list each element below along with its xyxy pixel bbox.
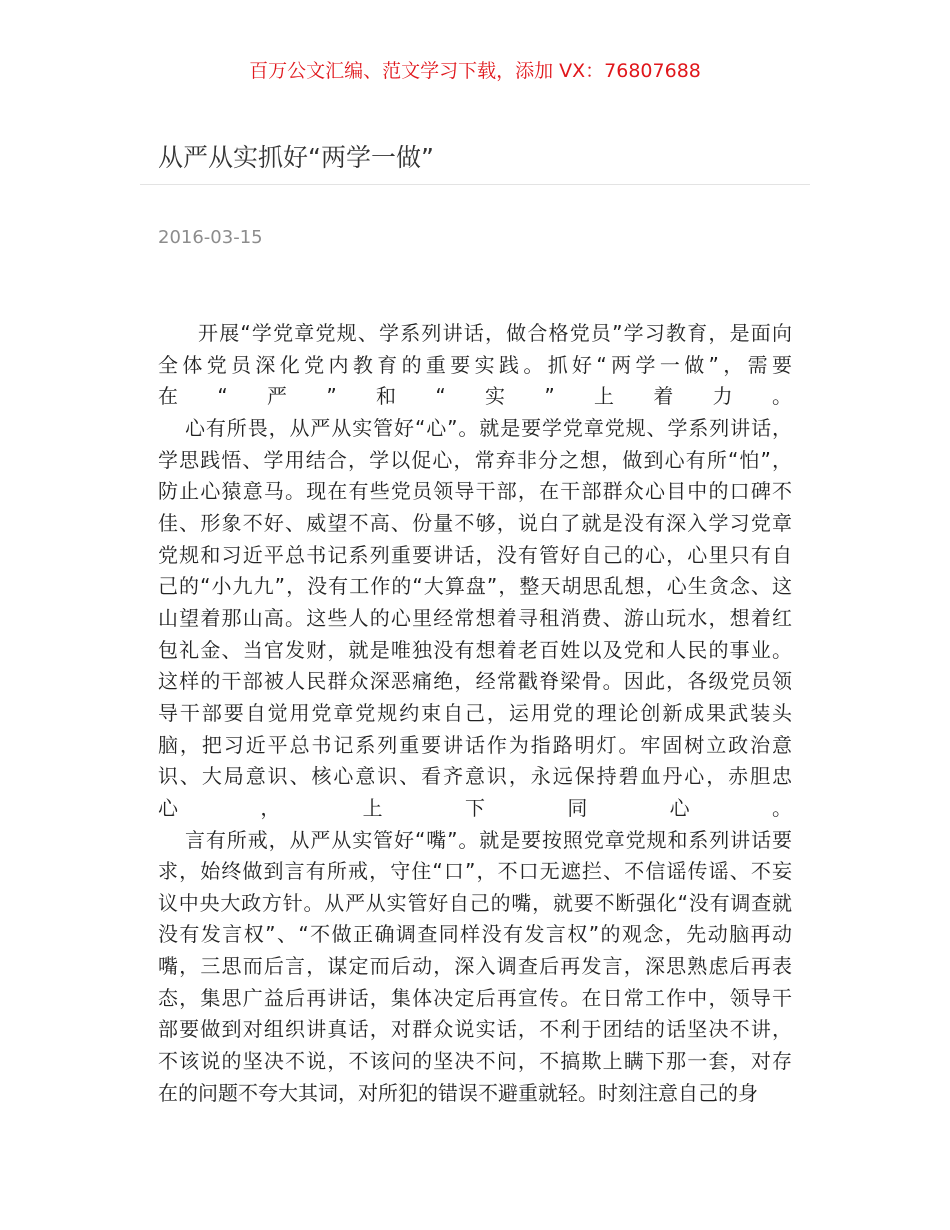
paragraph-line: 导干部要自觉用党章党规约束自己，运用党的理论创新成果武装头 <box>158 700 792 725</box>
paragraph-line: 这样的干部被人民群众深恶痛绝，经常戳脊梁骨。因此，各级党员领 <box>158 669 792 694</box>
paragraph-line: 心有所畏，从严从实管好“心”。就是要学党章党规、学系列讲话， <box>185 415 792 440</box>
paragraph-line: 嘴，三思而后言，谋定而后动，深入调查后再发言，深思熟虑后再表 <box>158 954 792 979</box>
paragraph-line: 脑，把习近平总书记系列重要讲话作为指路明灯。牢固树立政治意 <box>158 732 792 757</box>
paragraph-line: 开展“学党章党规、学系列讲话，做合格党员”学习教育，是面向 <box>198 321 792 345</box>
paragraph-line: 心，上下同心。 <box>158 795 792 820</box>
paragraph-line: 议中央大政方针。从严从实管好自己的嘴，就要不断强化“没有调查就 <box>158 890 792 915</box>
paragraph-line: 山望着那山高。这些人的心里经常想着寻租消费、游山玩水，想着红 <box>158 605 792 630</box>
promo-banner: 百万公文汇编、范文学习下载，添加 VX：76807688 <box>249 60 701 82</box>
paragraph-line: 不该说的坚决不说，不该问的坚决不问，不搞欺上瞒下那一套，对存 <box>158 1049 792 1074</box>
paragraph-line: 在“严”和“实”上着力。 <box>158 384 792 409</box>
paragraph-line: 学思践悟、学用结合，学以促心，常弃非分之想，做到心有所“怕”， <box>158 447 792 472</box>
paragraph-line: 求，始终做到言有所戒，守住“口”，不口无遮拦、不信谣传谣、不妄 <box>158 859 792 884</box>
article-title: 从严从实抓好“两学一做” <box>158 143 434 172</box>
title-divider <box>140 184 810 185</box>
paragraph-line: 己的“小九九”，没有工作的“大算盘”，整天胡思乱想，心生贪念、这 <box>158 574 792 599</box>
paragraph-line: 党规和习近平总书记系列重要讲话，没有管好自己的心，心里只有自 <box>158 542 792 567</box>
paragraph-line: 包礼金、当官发财，就是唯独没有想着老百姓以及党和人民的事业。 <box>158 637 792 662</box>
paragraph-line: 态，集思广益后再讲话，集体决定后再宣传。在日常工作中，领导干 <box>158 985 792 1010</box>
paragraph-line: 全体党员深化党内教育的重要实践。抓好“两学一做”，需要 <box>158 352 792 377</box>
article-body <box>158 318 792 1109</box>
publish-date: 2016-03-15 <box>158 227 263 248</box>
paragraph-line: 部要做到对组织讲真话，对群众说实话，不利于团结的话坚决不讲， <box>158 1017 792 1042</box>
paragraph-line: 在的问题不夸大其词，对所犯的错误不避重就轻。时刻注意自己的身 <box>158 1080 758 1105</box>
paragraph-line: 防止心猿意马。现在有些党员领导干部，在干部群众心目中的口碑不 <box>158 479 792 504</box>
paragraph-line: 没有发言权”、“不做正确调查同样没有发言权”的观念，先动脑再动 <box>158 922 792 947</box>
paragraph-line: 佳、形象不好、威望不高、份量不够，说白了就是没有深入学习党章 <box>158 510 792 535</box>
paragraph-line: 识、大局意识、核心意识、看齐意识，永远保持碧血丹心，赤胆忠 <box>158 764 792 789</box>
paragraph-line: 言有所戒，从严从实管好“嘴”。就是要按照党章党规和系列讲话要 <box>185 827 792 852</box>
